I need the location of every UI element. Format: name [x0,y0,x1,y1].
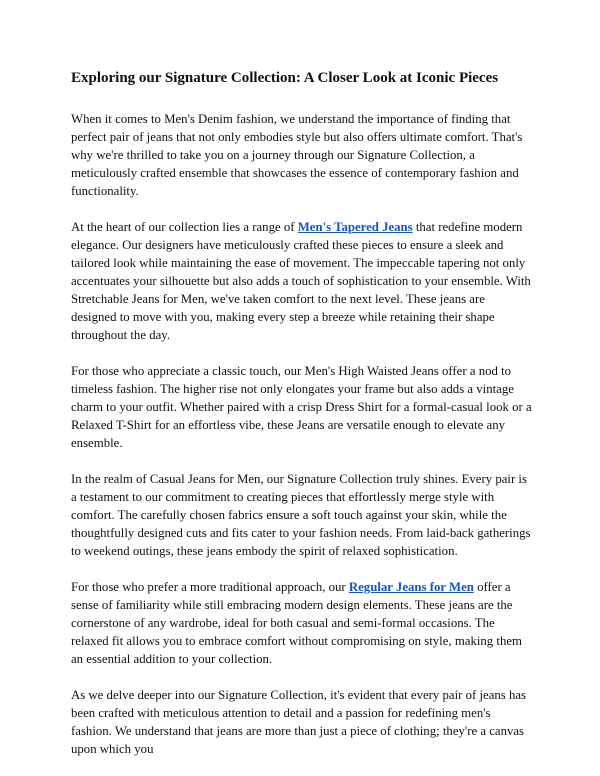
paragraph-high-waisted: For those who appreciate a classic touch, our Men's High Waisted Jeans offer a nod to timeless fashion. The higher rise not only elongates your frame but also adds a vintage charm to your outfit. Whether paired with a crisp Dress Shirt for a formal-casual look or a Relaxed T-Shirt for an effortless vibe, these Jeans are versatile enough to elevate any ensemble. [71,364,532,450]
paragraph-regular [71,578,533,668]
paragraph-tapered [71,218,533,344]
paragraph-closing: As we delve deeper into our Signature Collection, it's evident that every pair of jeans has been crafted with meticulous attention to detail and a passion for redefining men's fashion. We understand that jeans are more than just a piece of clothing; they're a canvas upon which you [71,688,527,756]
paragraph-text: For those who prefer a more traditional approach, our [71,580,349,594]
mens-tapered-jeans-link[interactable]: Men's Tapered Jeans [297,220,413,234]
document-title: Exploring our Signature Collection: A Closer Look at Iconic Pieces [71,70,499,86]
paragraph-text: At the heart of our collection lies a range of [71,220,298,234]
paragraph-intro: When it comes to Men's Denim fashion, we understand the importance of finding that perfect pair of jeans that not only embodies style but also offers ultimate comfort. That's why we're thrilled to take you on a journey through our Signature Collection, a meticulously crafted ensemble that showcases the essence of contemporary fashion and functionality. [71,112,523,198]
paragraph-casual: In the realm of Casual Jeans for Men, our Signature Collection truly shines. Every pair is a testament to our commitment to creating pieces that effortlessly merge style with comfort. The carefully chosen fabrics ensure a soft touch against your skin, while the thoughtfully designed cuts and fits cater to your fashion needs. From laid-back gatherings to weekend outings, these jeans embody the spirit of relaxed sophistication. [71,472,531,558]
document-body [71,66,533,776]
paragraph-text: that redefine modern elegance. Our designers have meticulously crafted these pieces to ensure a sleek and tailored look while maintaining the ease of movement. The impeccable tapering not only accentuates your silhouette but also adds a touch of sophistication to your ensemble. With Stretchable Jeans for Men, we've taken comfort to the next level. These jeans are designed to move with you, making every step a breeze while retaining their shape throughout the day. [71,220,531,342]
regular-jeans-for-men-link[interactable]: Regular Jeans for Men [348,580,474,594]
paragraph-text: offer a sense of familiarity while still embracing modern design elements. These jeans are the cornerstone of any wardrobe, ideal for both casual and semi-formal occasions. The relaxed fit allows you to embrace comfort without compromising on style, making them an essential addition to your collection. [71,580,522,666]
